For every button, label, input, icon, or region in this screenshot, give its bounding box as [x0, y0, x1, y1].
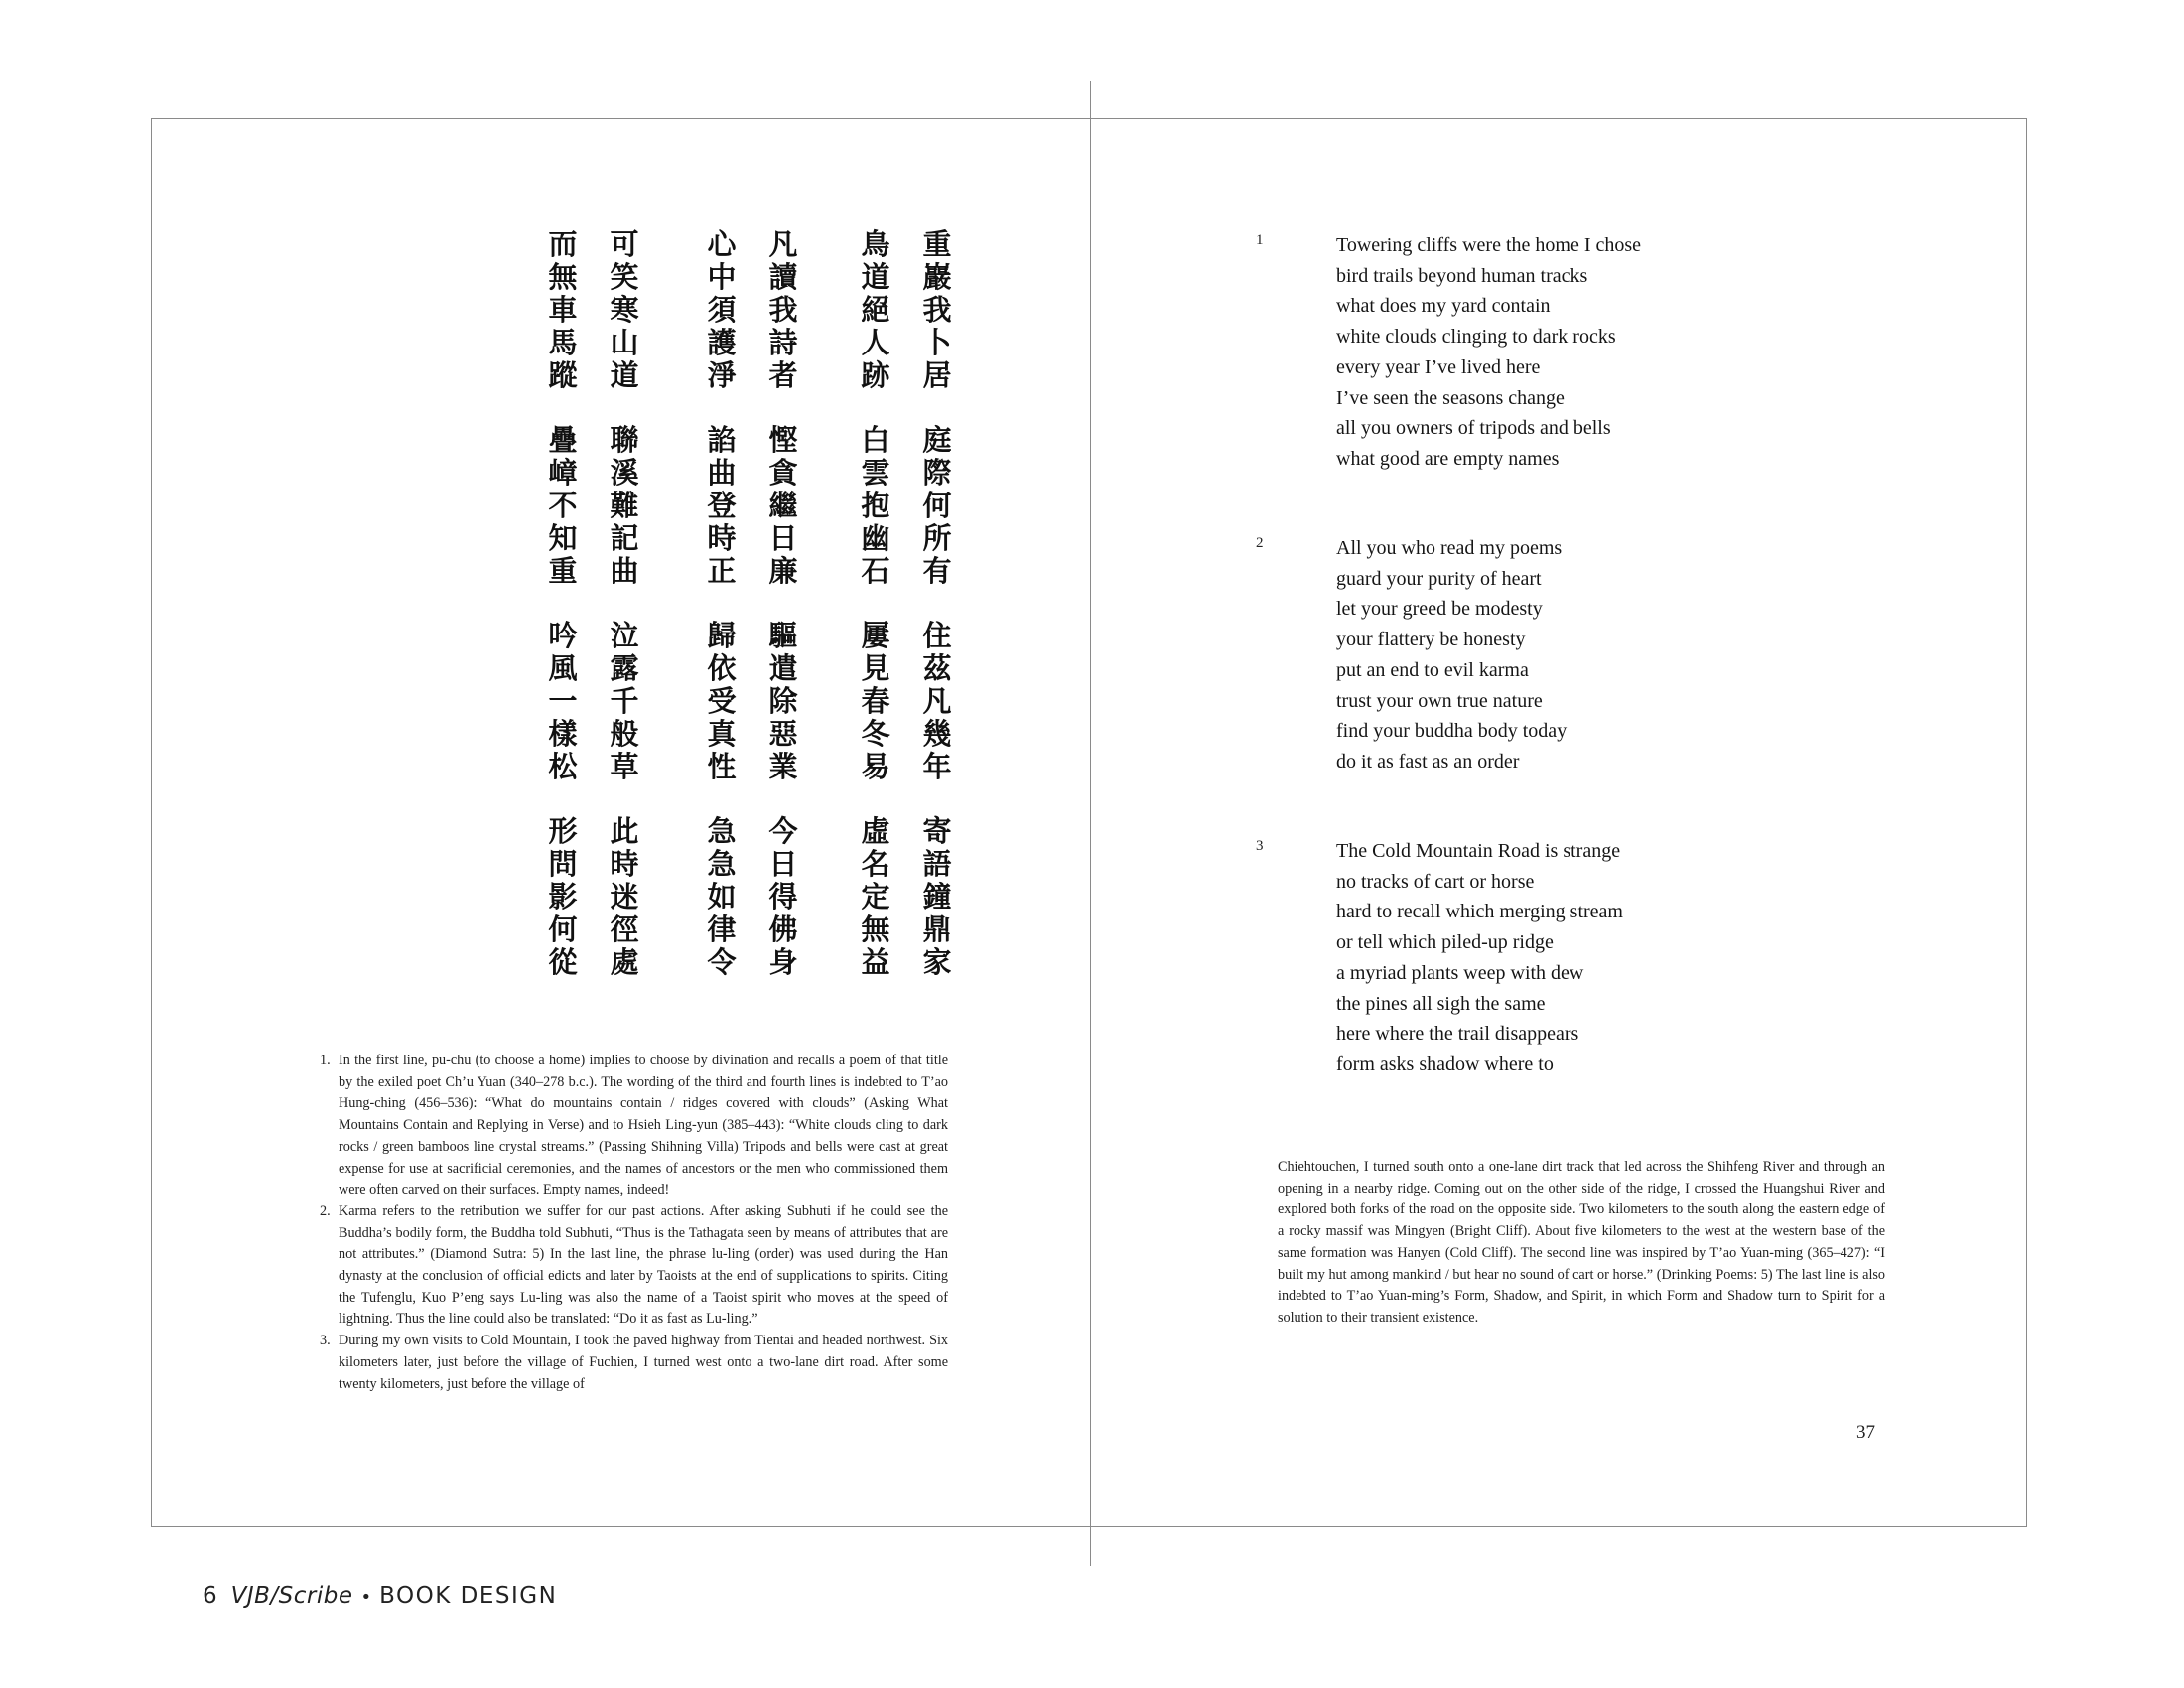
chinese-character: 身	[768, 945, 798, 979]
chinese-line	[606, 228, 643, 392]
chinese-character: 不	[548, 489, 578, 522]
chinese-character: 時	[610, 847, 639, 881]
chinese-line	[857, 815, 894, 979]
chinese-character: 庭	[922, 423, 952, 457]
poem-line: what good are empty names	[1336, 447, 1560, 470]
poem-line: the pines all sigh the same	[1336, 992, 1546, 1015]
chinese-character: 嶂	[548, 456, 578, 490]
poem-number: 1	[1256, 232, 1264, 248]
chinese-character: 石	[861, 554, 890, 588]
chinese-line	[857, 228, 894, 392]
chinese-character: 此	[610, 814, 639, 848]
chinese-character: 可	[610, 227, 639, 261]
chinese-column	[703, 228, 741, 1011]
poem-line: trust your own true nature	[1336, 689, 1543, 712]
chinese-character: 知	[548, 521, 578, 555]
chinese-character: 跡	[861, 358, 890, 392]
chinese-character: 歸	[707, 619, 737, 652]
chinese-line	[703, 620, 741, 783]
chinese-character: 須	[707, 293, 737, 327]
chinese-character: 廉	[768, 554, 798, 588]
chinese-character: 草	[610, 750, 639, 783]
chinese-character: 難	[610, 489, 639, 522]
chinese-line	[703, 424, 741, 588]
chinese-character: 吟	[548, 619, 578, 652]
chinese-line	[764, 620, 802, 783]
chinese-line	[918, 620, 956, 783]
poem-line: your flattery be honesty	[1336, 629, 1526, 651]
chinese-character: 急	[707, 847, 737, 881]
chinese-line	[857, 424, 894, 588]
chinese-character: 者	[768, 358, 798, 392]
poem-line: guard your purity of heart	[1336, 567, 1542, 590]
chinese-line	[857, 620, 894, 783]
chinese-character: 般	[610, 717, 639, 751]
chinese-character: 淨	[707, 358, 737, 392]
chinese-character: 繼	[768, 489, 798, 522]
note-2	[320, 1201, 948, 1331]
note-3-continued: Chiehtouchen, I turned south onto a one-lane dirt track that led across the Shihfeng River and through an opening in a nearby ridge. Coming out on the other side of the ridge, I crossed the Huangshui River and explored both forks of the road on the opposite side. Two kilometers to the south along the eastern edge of a rocky massif was Mingyen (Bright Cliff). About five kilometers to the west at the western base of the same formation was Hanyen (Cold Cliff). The second line was inspired by T’ao Yuan-ming (365–427): “I built my hut among mankind / but hear no sound of cart or horse.” (Drinking Poems: 5) The last line is also indebted to T’ao Yuan-ming’s Form, Shadow, and Spirit, in which Form and Shadow turn to Spirit for a solution to their transient existence.	[1278, 1159, 1885, 1326]
poem-line: white clouds clinging to dark rocks	[1336, 326, 1616, 349]
poem-line: every year I’ve lived here	[1336, 355, 1541, 378]
poem-line: put an end to evil karma	[1336, 658, 1529, 681]
chinese-character: 馬	[548, 326, 578, 359]
chinese-character: 語	[922, 847, 952, 881]
chinese-character: 白	[861, 423, 890, 457]
chinese-character: 益	[861, 945, 890, 979]
note-number: 3.	[320, 1333, 331, 1349]
footer-section-title: BOOK DESIGN	[379, 1583, 558, 1609]
chinese-character: 諂	[707, 423, 737, 457]
chinese-character: 得	[768, 880, 798, 914]
chinese-character: 車	[548, 293, 578, 327]
chinese-character: 正	[707, 554, 737, 588]
chinese-character: 虛	[861, 814, 890, 848]
chinese-character: 日	[768, 521, 798, 555]
chinese-character: 心	[707, 227, 737, 261]
chinese-character: 中	[707, 260, 737, 294]
chinese-character: 一	[548, 684, 578, 718]
poem-line: All you who read my poems	[1336, 537, 1563, 559]
chinese-character: 露	[610, 651, 639, 685]
chinese-character: 受	[707, 684, 737, 718]
chinese-character: 絕	[861, 293, 890, 327]
chinese-character: 疊	[548, 423, 578, 457]
note-text: Karma refers to the retribution we suffer for our past actions. After asking Subhuti if he could see the Buddha’s bodily form, the Buddha told Subhuti, “Thus is the Tathagata seen by means of attributes that are not attributes.” (Diamond Sutra: 5) In the last line, the phrase lu-ling (order) was used during the Han dynasty at the conclusion of official edicts and later by Taoists at the end of supplications to spirits. Citing the Tufenglu, Kuo P’eng says Lu-ling was also the name of a Taoist spirit who moves at the speed of lightning. Thus the line could also be translated: “Do it as fast as Lu-ling.”	[339, 1202, 948, 1328]
poem-line: let your greed be modesty	[1336, 598, 1543, 621]
poem-line: bird trails beyond human tracks	[1336, 264, 1588, 287]
chinese-character: 卜	[922, 326, 952, 359]
chinese-line	[918, 228, 956, 392]
chinese-character: 影	[548, 880, 578, 914]
chinese-line	[544, 228, 582, 392]
chinese-column	[606, 228, 643, 1011]
chinese-character: 護	[707, 326, 737, 359]
chinese-character: 鐘	[922, 880, 952, 914]
chinese-character: 道	[861, 260, 890, 294]
chinese-character: 所	[922, 521, 952, 555]
chinese-character: 凡	[922, 684, 952, 718]
chinese-line	[764, 815, 802, 979]
poem-line: a myriad plants weep with dew	[1336, 961, 1584, 984]
chinese-character: 幾	[922, 717, 952, 751]
chinese-character: 名	[861, 847, 890, 881]
chinese-character: 定	[861, 880, 890, 914]
chinese-character: 年	[922, 750, 952, 783]
footer-page-number: 6	[203, 1583, 217, 1609]
note-3	[320, 1331, 948, 1395]
chinese-line	[606, 424, 643, 588]
chinese-character: 何	[548, 913, 578, 946]
chinese-character: 遣	[768, 651, 798, 685]
chinese-character: 聯	[610, 423, 639, 457]
chinese-character: 惡	[768, 717, 798, 751]
chinese-character: 人	[861, 326, 890, 359]
chinese-character: 真	[707, 717, 737, 751]
chinese-column	[918, 228, 956, 1011]
chinese-character: 佛	[768, 913, 798, 946]
chinese-character: 迷	[610, 880, 639, 914]
note-number: 1.	[320, 1053, 331, 1068]
chinese-character: 居	[922, 358, 952, 392]
chinese-character: 無	[548, 260, 578, 294]
chinese-character: 貪	[768, 456, 798, 490]
chinese-character: 蹤	[548, 358, 578, 392]
poem-line: no tracks of cart or horse	[1336, 870, 1535, 893]
notes-left	[320, 1051, 948, 1395]
poem-line: The Cold Mountain Road is strange	[1336, 840, 1621, 862]
chinese-character: 令	[707, 945, 737, 979]
chinese-character: 今	[768, 814, 798, 848]
chinese-character: 我	[922, 293, 952, 327]
chinese-character: 慳	[768, 423, 798, 457]
chinese-line	[703, 228, 741, 392]
chinese-character: 寒	[610, 293, 639, 327]
poem-line: hard to recall which merging stream	[1336, 901, 1623, 923]
chinese-character: 風	[548, 651, 578, 685]
chinese-character: 茲	[922, 651, 952, 685]
chinese-character: 依	[707, 651, 737, 685]
chinese-line	[764, 228, 802, 392]
chinese-line	[544, 815, 582, 979]
note-text: During my own visits to Cold Mountain, I took the paved highway from Tientai and headed northwest. Six kilometers later, just before the village of Fuchien, I turned west onto a two-lane dirt road. After some twenty kilometers, just before the village of	[339, 1333, 948, 1392]
chinese-character: 重	[922, 227, 952, 261]
chinese-column	[857, 228, 894, 1011]
chinese-character: 曲	[707, 456, 737, 490]
chinese-column	[544, 228, 582, 1011]
poem-line: do it as fast as an order	[1336, 750, 1520, 773]
chinese-character: 無	[861, 913, 890, 946]
chinese-character: 徑	[610, 913, 639, 946]
poem-lines	[1336, 533, 1567, 777]
chinese-character: 巖	[922, 260, 952, 294]
portfolio-footer	[203, 1583, 557, 1609]
chinese-character: 雲	[861, 456, 890, 490]
chinese-character: 樣	[548, 717, 578, 751]
poem-line: here where the trail disappears	[1336, 1023, 1579, 1046]
poem-line: form asks shadow where to	[1336, 1053, 1554, 1075]
chinese-character: 何	[922, 489, 952, 522]
chinese-character: 形	[548, 814, 578, 848]
chinese-line	[764, 424, 802, 588]
chinese-character: 驅	[768, 619, 798, 652]
chinese-line	[544, 424, 582, 588]
chinese-character: 詩	[768, 326, 798, 359]
chinese-character: 見	[861, 651, 890, 685]
chinese-character: 有	[922, 554, 952, 588]
note-1	[320, 1051, 948, 1201]
chinese-character: 鼎	[922, 913, 952, 946]
chinese-character: 登	[707, 489, 737, 522]
chinese-character: 際	[922, 456, 952, 490]
chinese-character: 而	[548, 227, 578, 261]
chinese-character: 鳥	[861, 227, 890, 261]
chinese-character: 冬	[861, 717, 890, 751]
chinese-character: 住	[922, 619, 952, 652]
poem-line: all you owners of tripods and bells	[1336, 417, 1611, 440]
chinese-character: 幽	[861, 521, 890, 555]
poem-line: Towering cliffs were the home I chose	[1336, 234, 1642, 256]
chinese-character: 抱	[861, 489, 890, 522]
chinese-character: 泣	[610, 619, 639, 652]
chinese-line	[703, 815, 741, 979]
chinese-character: 千	[610, 684, 639, 718]
chinese-character: 凡	[768, 227, 798, 261]
poem-line: find your buddha body today	[1336, 720, 1568, 743]
chinese-poems	[544, 227, 961, 979]
book-gutter-line	[1090, 81, 1091, 1566]
page-number: 37	[1856, 1422, 1875, 1443]
chinese-character: 屢	[861, 619, 890, 652]
note-number: 2.	[320, 1202, 331, 1219]
chinese-character: 時	[707, 521, 737, 555]
chinese-character: 重	[548, 554, 578, 588]
poem-line: or tell which piled-up ridge	[1336, 931, 1554, 954]
footer-bullet: •	[360, 1587, 372, 1608]
chinese-character: 我	[768, 293, 798, 327]
chinese-character: 性	[707, 750, 737, 783]
note-text: In the first line, pu-chu (to choose a home) implies to choose by divination and recalls a poem of that title by the exiled poet Ch’u Yuan (340–278 b.c.). The wording of the third and fourth lines is indebted to T’ao Hung-ching (456–536): “What do mountains contain / ridges covered with clouds” (Asking What Mountains Contain and Replying in Verse) and to Hsieh Ling-yun (385–443): “White clouds cling to dark rocks / green bamboos line crystal streams.” (Passing Shihning Villa) Tripods and bells were cast at great expense for use at sacrificial ceremonies, and the names of ancestors or the men who commissioned them were often carved on their surfaces. Empty names, indeed!	[339, 1053, 948, 1198]
poem-lines	[1336, 230, 1641, 475]
chinese-character: 業	[768, 750, 798, 783]
chinese-character: 笑	[610, 260, 639, 294]
chinese-line	[918, 424, 956, 588]
footer-brand: VJB/Scribe	[230, 1583, 353, 1609]
chinese-character: 道	[610, 358, 639, 392]
chinese-character: 易	[861, 750, 890, 783]
chinese-line	[918, 815, 956, 979]
poem-number: 3	[1256, 838, 1264, 854]
chinese-character: 除	[768, 684, 798, 718]
chinese-character: 律	[707, 913, 737, 946]
chinese-character: 松	[548, 750, 578, 783]
chinese-character: 曲	[610, 554, 639, 588]
chinese-character: 山	[610, 326, 639, 359]
chinese-line	[544, 620, 582, 783]
chinese-character: 寄	[922, 814, 952, 848]
chinese-character: 急	[707, 814, 737, 848]
chinese-character: 問	[548, 847, 578, 881]
poem-lines	[1336, 836, 1623, 1080]
chinese-character: 家	[922, 945, 952, 979]
chinese-line	[606, 620, 643, 783]
chinese-character: 如	[707, 880, 737, 914]
poem-line: I’ve seen the seasons change	[1336, 386, 1565, 409]
poem-line: what does my yard contain	[1336, 295, 1551, 318]
chinese-column	[764, 228, 802, 1011]
chinese-character: 溪	[610, 456, 639, 490]
chinese-character: 日	[768, 847, 798, 881]
chinese-character: 春	[861, 684, 890, 718]
poem-number: 2	[1256, 535, 1264, 551]
chinese-character: 讀	[768, 260, 798, 294]
chinese-character: 記	[610, 521, 639, 555]
chinese-character: 處	[610, 945, 639, 979]
chinese-line	[606, 815, 643, 979]
chinese-character: 從	[548, 945, 578, 979]
